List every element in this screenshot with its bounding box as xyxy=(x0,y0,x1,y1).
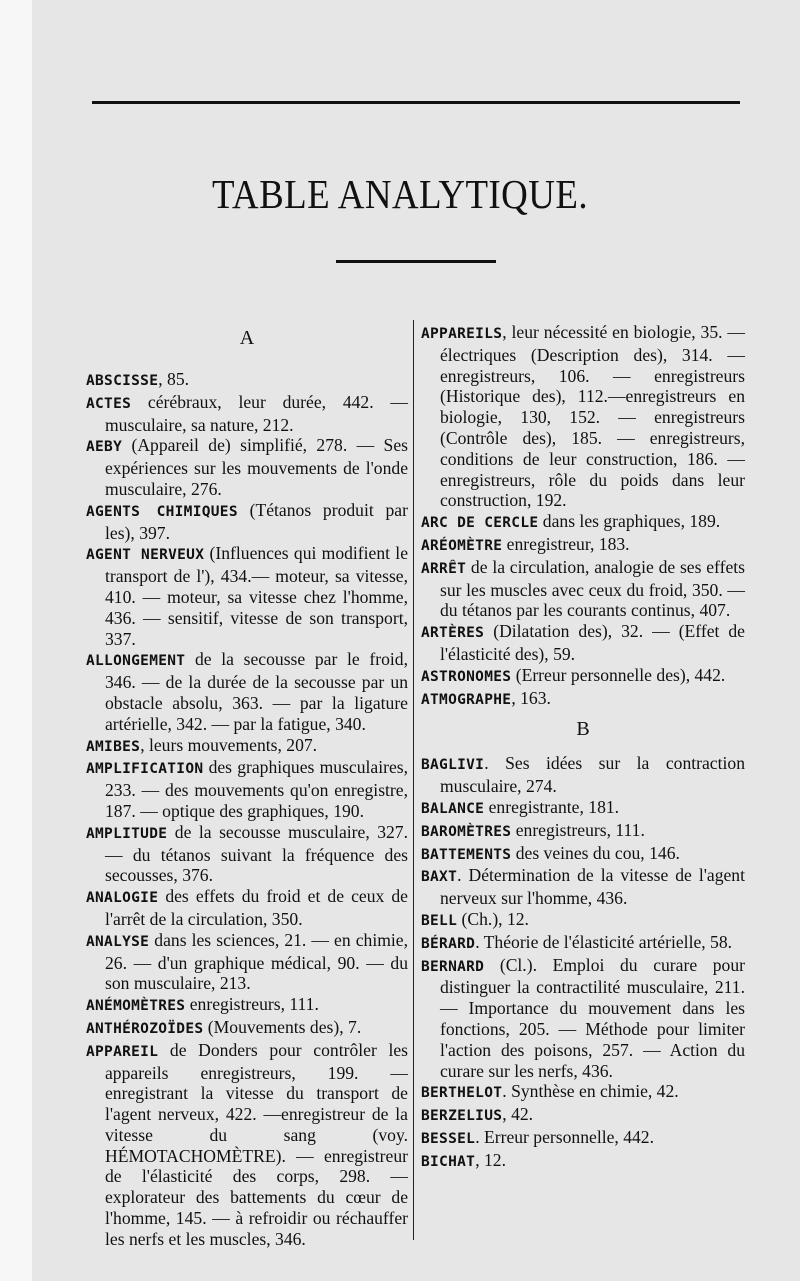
entry-text: (Influences qui modifient le transport de l'), 434.— moteur, sa vitesse, 410. — moteur, sa vitesse chez l'homme, 436. — sensitif, vitesse de son transport, 337. xyxy=(105,543,408,649)
entry-headword: ARC DE CERCLE xyxy=(421,515,539,532)
entry-headword: ALLONGEMENT xyxy=(86,653,186,670)
entry-text: des veines du cou, 146. xyxy=(511,842,680,863)
index-entry xyxy=(86,435,408,499)
entry-headword: BERZELIUS xyxy=(421,1108,503,1125)
title-rule xyxy=(336,260,496,263)
header-rule xyxy=(92,101,740,104)
entry-headword: AGENT NERVEUX xyxy=(86,547,205,564)
entry-headword: ATMOGRAPHE xyxy=(421,691,512,708)
entry-headword: BERTHELOT xyxy=(421,1085,503,1102)
right-entry-list-a xyxy=(421,322,745,710)
entry-headword: ACTES xyxy=(86,395,132,412)
index-entry xyxy=(421,955,745,1082)
index-entry xyxy=(421,1150,745,1173)
section-letter-b: B xyxy=(576,718,590,741)
entry-headword: ABSCISSE xyxy=(86,373,159,389)
entry-text: dans les sciences, 21. — en chimie, 26. — d'un graphique médical, 90. — du son musculaire, 213. xyxy=(105,929,408,994)
entry-text: des graphiques musculaires, 233. — des mouvements qu'on enregistre, 187. — optique des graphiques, 190. xyxy=(105,757,408,821)
page-title: TABLE ANALYTIQUE. xyxy=(211,171,589,217)
entry-text: (Ch.), 12. xyxy=(457,908,529,929)
entry-text: de la secousse musculaire, 327. — du tétanos suivant la fréquence des secousses, 376. xyxy=(105,821,408,886)
entry-headword: ANÉMOMÈTRES xyxy=(86,998,186,1015)
section-letter-a: A xyxy=(239,327,255,349)
entry-text: . Détermination de la vitesse de l'agent nerveux sur l'homme, 436. xyxy=(440,865,745,909)
entry-text: , leurs mouvements, 207. xyxy=(140,734,318,755)
entry-text: . Ses idées sur la contraction musculaire, 274. xyxy=(440,753,745,797)
entry-headword: BÉRARD xyxy=(421,935,476,952)
index-entry xyxy=(86,994,408,1017)
entry-text: (Mouvements des), 7. xyxy=(203,1016,362,1037)
entry-text: (Dilatation des), 32. — (Effet de l'élasticité des), 59. xyxy=(440,621,745,664)
entry-headword: AMPLIFICATION xyxy=(86,761,204,778)
entry-text: de Donders pour contrôler les appareils enregistreurs, 199. — enregistrant la vitesse du transport de l'agent nerveux, 422. —enregistreur de la vitesse du sang (voy. HÉMOTACHOMÈTRE). — enregistreur de l'élasticité des corps, 298. — explorateur des battements du cœur de l'homme, 145. — à refroidir ou réchauffer les nerfs et les muscles, 346. xyxy=(105,1039,408,1249)
index-entry xyxy=(421,753,745,797)
entry-headword: BESSEL xyxy=(421,1130,476,1147)
index-entry xyxy=(421,688,745,711)
entry-text: (Erreur personnelle des), 442. xyxy=(511,664,726,685)
entry-headword: BERNARD xyxy=(421,958,485,975)
index-entry xyxy=(421,932,745,955)
entry-text: des effets du froid et de ceux de l'arrêt de la circulation, 350. xyxy=(105,886,408,929)
index-entry xyxy=(86,1040,408,1250)
entry-headword: ANTHÉROZOÏDES xyxy=(86,1020,204,1037)
index-entry xyxy=(86,822,408,886)
index-entry xyxy=(86,543,408,649)
entry-text: cérébraux, leur durée, 442. — musculaire, sa nature, 212. xyxy=(105,391,408,435)
entry-headword: BALANCE xyxy=(421,800,485,817)
entry-text: (Tétanos produit par les), 397. xyxy=(105,499,408,543)
index-entry xyxy=(86,886,408,930)
entry-headword: AEBY xyxy=(86,439,123,456)
page-gutter xyxy=(0,0,32,1281)
entry-text: enregistreurs, 111. xyxy=(185,994,319,1015)
index-entry xyxy=(421,511,745,534)
entry-text: de la secousse par le froid, 346. — de la durée de la secousse par un obstacle absolu, 363. — par la ligature artérielle, 342. — par la fatigue, 340. xyxy=(105,649,408,734)
right-entry-list-b xyxy=(421,753,745,1172)
entry-headword: BICHAT xyxy=(421,1153,476,1170)
index-entry xyxy=(421,1127,745,1150)
entry-text: . Synthèse en chimie, 42. xyxy=(502,1081,679,1102)
entry-text: enregistreurs, 111. xyxy=(511,819,645,840)
entry-headword: ARTÈRES xyxy=(421,625,485,642)
index-entry xyxy=(421,843,745,866)
index-entry xyxy=(86,757,408,821)
index-entry xyxy=(86,649,408,734)
index-entry xyxy=(421,797,745,820)
entry-headword: ANALYSE xyxy=(86,933,150,950)
entry-text: , 42. xyxy=(502,1104,534,1125)
entry-headword: ARRÊT xyxy=(421,560,467,577)
column-divider xyxy=(413,320,414,1240)
index-entry xyxy=(421,909,745,932)
index-entry xyxy=(421,820,745,843)
entry-headword: AMPLITUDE xyxy=(86,825,168,842)
entry-headword: AMIBES xyxy=(86,738,141,755)
entry-text: (Cl.). Emploi du curare pour distinguer la contractilité musculaire, 211. — Importance du mouvement dans les fonctions, 205. — Méthode pour limiter l'action des poisons, 257. — Action du curare sur les nerfs, 436. xyxy=(440,954,745,1081)
entry-text: de la circulation, analogie de ses effets sur les muscles avec ceux du froid, 350. — du tétanos par les courants continus, 407. xyxy=(440,556,745,621)
index-entry xyxy=(86,392,408,436)
index-entry xyxy=(421,865,745,909)
index-entry xyxy=(421,1081,745,1104)
index-entry xyxy=(86,1017,408,1040)
index-entry xyxy=(86,930,408,994)
entry-headword: BAXT xyxy=(421,869,458,886)
entry-text: , 163. xyxy=(511,687,551,708)
index-entry xyxy=(421,665,745,688)
index-entry xyxy=(421,534,745,557)
entry-headword: BATTEMENTS xyxy=(421,846,512,863)
entry-text: . Erreur personnelle, 442. xyxy=(475,1126,654,1147)
left-column xyxy=(86,325,408,1250)
entry-headword: ARÉOMÈTRE xyxy=(421,537,503,554)
entry-headword: ANALOGIE xyxy=(86,890,159,907)
index-entry xyxy=(421,557,745,621)
entry-headword: ASTRONOMES xyxy=(421,668,512,685)
left-entry-list xyxy=(86,369,408,1250)
entry-headword: APPAREIL xyxy=(86,1043,159,1060)
entry-text: dans les graphiques, 189. xyxy=(538,511,721,532)
entry-text: (Appareil de) simplifié, 278. — Ses expériences sur les mouvements de l'onde musculaire, 276. xyxy=(105,435,408,499)
right-column xyxy=(421,322,745,1172)
entry-text: , 12. xyxy=(475,1149,506,1170)
entry-headword: BAGLIVI xyxy=(421,757,485,774)
entry-headword: APPAREILS xyxy=(421,326,503,342)
index-entry xyxy=(86,500,408,544)
entry-text: enregistrante, 181. xyxy=(484,796,620,817)
entry-text: . Théorie de l'élasticité artérielle, 58. xyxy=(475,931,733,952)
entry-text: , leur nécessité en biologie, 35. — électriques (Description des), 314. — enregistreurs, 106. — enregistreurs (Historique des), 112.—enregistreurs en biologie, 130, 152. — enregistreurs (Contrôle des), 185. — enregistreurs, conditions de leur construction, 186. — enregistreurs, rôle du poids dans leur construction, 192. xyxy=(440,322,745,511)
index-entry xyxy=(86,735,408,758)
entry-text: , 85. xyxy=(158,369,190,389)
entry-headword: BAROMÈTRES xyxy=(421,823,512,840)
index-entry xyxy=(421,322,745,511)
entry-text: enregistreur, 183. xyxy=(502,533,630,554)
entry-headword: AGENTS CHIMIQUES xyxy=(86,503,238,520)
entry-headword: BELL xyxy=(421,912,458,929)
index-entry xyxy=(421,1104,745,1127)
index-entry xyxy=(421,621,745,665)
index-entry xyxy=(86,369,408,392)
